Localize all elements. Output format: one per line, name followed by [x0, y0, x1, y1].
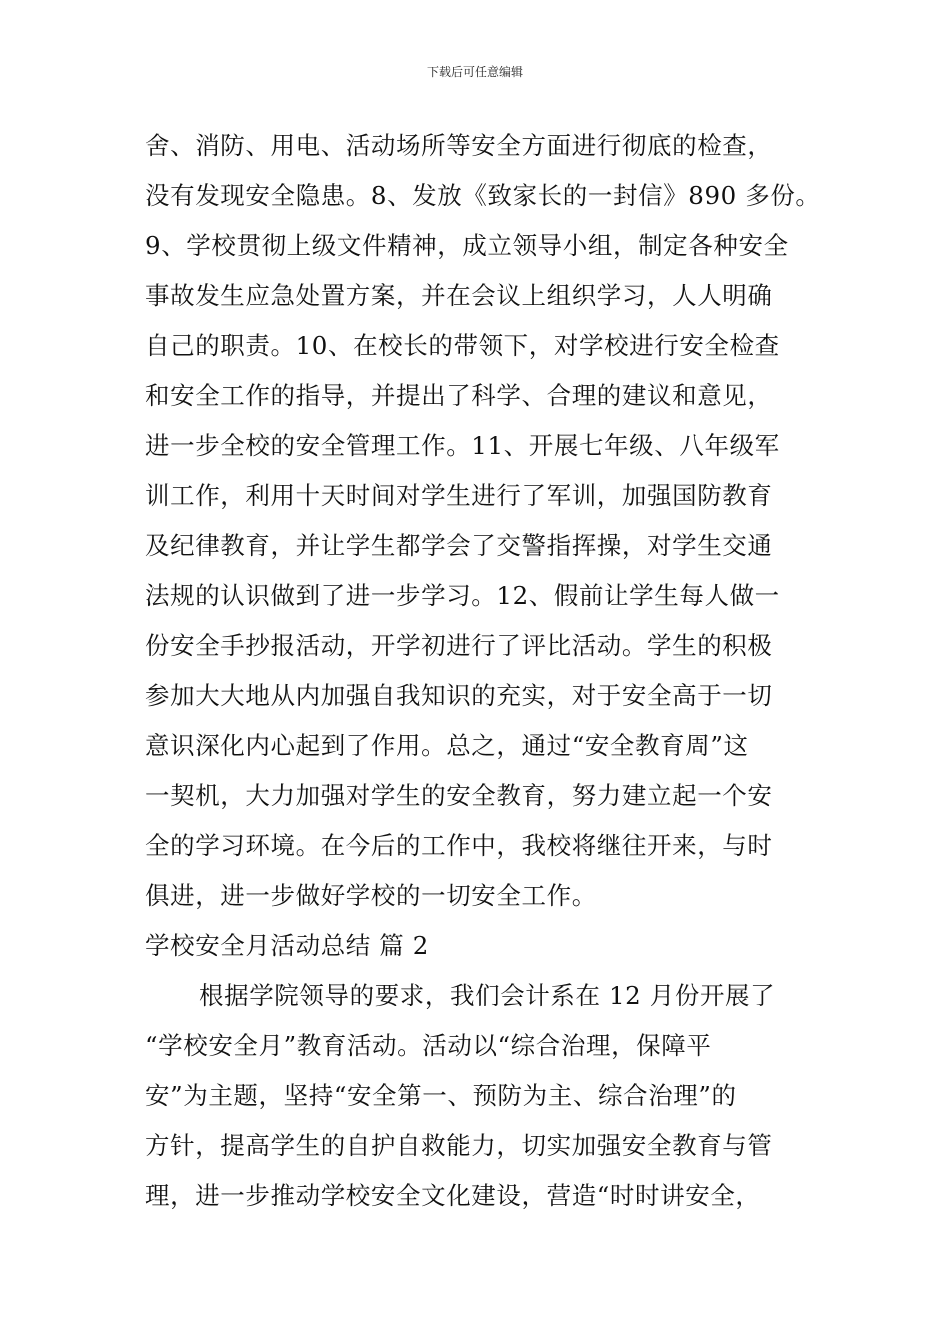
body-line: 一契机，大力加强对学生的安全教育，努力建立起一个安 [145, 781, 773, 810]
section-heading: 学校安全月活动总结 篇 2 [145, 931, 429, 960]
body-line: 意识深化内心起到了作用。总之，通过“安全教育周”这 [145, 731, 749, 760]
body-line: 舍、消防、用电、活动场所等安全方面进行彻底的检查， [145, 131, 773, 160]
body-line: 理，进一步推动学校安全文化建设，营造“时时讲安全， [145, 1181, 761, 1210]
body-line: 进一步全校的安全管理工作。11、开展七年级、八年级军 [145, 431, 780, 460]
page-header: 下载后可任意编辑 [426, 65, 523, 79]
body-line: 法规的认识做到了进一步学习。12、假前让学生每人做一 [145, 581, 780, 610]
body-line: 份安全手抄报活动，开学初进行了评比活动。学生的积极 [145, 631, 773, 660]
body-line: 没有发现安全隐患。8、发放《致家长的一封信》890 多份。 [145, 181, 821, 210]
body-line: 俱进，进一步做好学校的一切安全工作。 [145, 881, 597, 910]
body-line: 方针，提高学生的自护自救能力，切实加强安全教育与管 [145, 1131, 773, 1160]
body-line: 9、学校贯彻上级文件精神，成立领导小组，制定各种安全 [145, 231, 789, 260]
body-line: 事故发生应急处置方案，并在会议上组织学习，人人明确 [145, 281, 773, 310]
body-line: 和安全工作的指导，并提出了科学、合理的建议和意见， [145, 381, 773, 410]
body-line: 安”为主题，坚持“安全第一、预防为主、综合治理”的 [145, 1081, 737, 1110]
body-line: 自己的职责。10、在校长的带领下，对学校进行安全检查 [145, 331, 780, 360]
body-line: 及纪律教育，并让学生都学会了交警指挥操，对学生交通 [145, 531, 773, 560]
body-line: “学校安全月”教育活动。活动以“综合治理，保障平 [145, 1031, 712, 1060]
paragraph-first-line: 根据学院领导的要求，我们会计系在 12 月份开展了 [199, 981, 776, 1010]
body-line: 训工作，利用十天时间对学生进行了军训，加强国防教育 [145, 481, 773, 510]
body-line: 全的学习环境。在今后的工作中，我校将继往开来，与时 [145, 831, 773, 860]
body-line: 参加大大地从内加强自我知识的充实，对于安全高于一切 [145, 681, 773, 710]
